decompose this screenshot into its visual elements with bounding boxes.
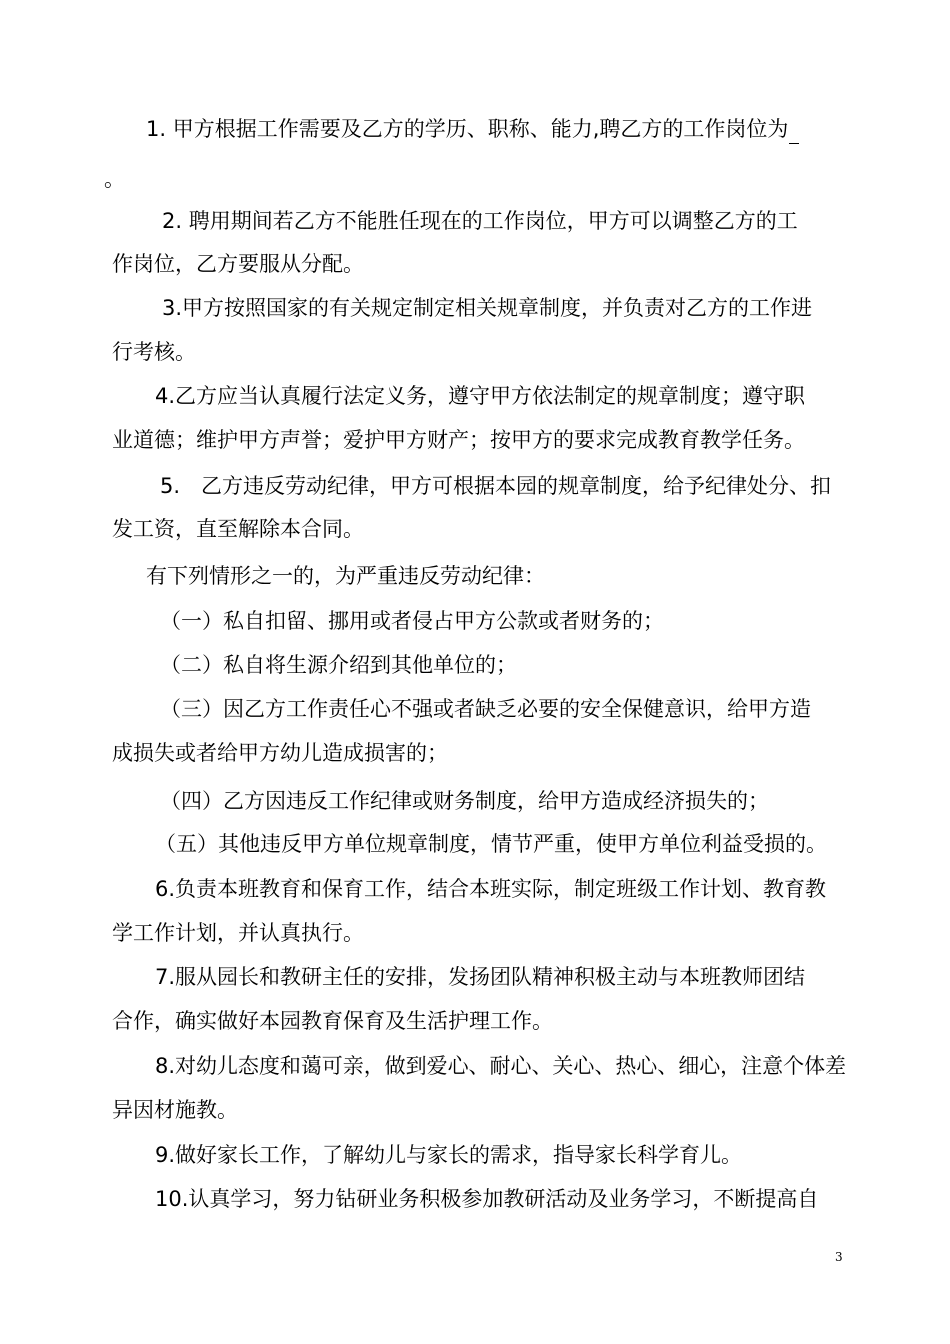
text-line: 10.认真学习，努力钻研业务积极参加教研活动及业务学习，不断提高自 (155, 1187, 819, 1211)
line-text: 1. 甲方根据工作需要及乙方的学历、职称、能力,聘乙方的工作岗位为 (146, 117, 789, 141)
text-line: 9.做好家长工作，了解幼儿与家长的需求，指导家长科学育儿。 (155, 1143, 743, 1167)
text-line: 作岗位，乙方要服从分配。 (112, 252, 364, 276)
text-line: 6.负责本班教育和保育工作，结合本班实际，制定班级工作计划、教育教 (155, 877, 827, 901)
text-line: （四）乙方因违反工作纪律或财务制度，给甲方造成经济损失的； (160, 789, 769, 813)
text-line: 学工作计划，并认真执行。 (112, 921, 364, 945)
text-line: 2. 聘用期间若乙方不能胜任现在的工作岗位，甲方可以调整乙方的工 (162, 209, 798, 233)
text-line: 业道德；维护甲方声誉；爱护甲方财产；按甲方的要求完成教育教学任务。 (112, 428, 805, 452)
text-line: （一）私自扣留、挪用或者侵占甲方公款或者财务的； (160, 609, 664, 633)
text-line: 发工资，直至解除本合同。 (112, 517, 364, 541)
text-line: 3.甲方按照国家的有关规定制定相关规章制度，并负责对乙方的工作进 (162, 296, 813, 320)
text-line: 异因材施教。 (112, 1098, 238, 1122)
text-line: 7.服从园长和教研主任的安排，发扬团队精神积极主动与本班教师团结 (155, 965, 806, 989)
page-number: 3 (835, 1250, 843, 1264)
text-line: 有下列情形之一的，为严重违反劳动纪律： (146, 564, 545, 588)
text-line: 合作，确实做好本园教育保育及生活护理工作。 (112, 1009, 553, 1033)
text-line: 8.对幼儿态度和蔼可亲，做到爱心、耐心、关心、热心、细心，注意个体差 (155, 1054, 847, 1078)
text-line: 。 (104, 167, 125, 191)
text-line: （二）私自将生源介绍到其他单位的； (160, 653, 517, 677)
text-line: 5. 乙方违反劳动纪律，甲方可根据本园的规章制度，给予纪律处分、扣 (160, 474, 832, 498)
text-line: （五）其他违反甲方单位规章制度，情节严重，使甲方单位利益受损的。 (155, 832, 827, 856)
text-line: 4.乙方应当认真履行法定义务，遵守甲方依法制定的规章制度；遵守职 (155, 384, 806, 408)
text-line: 成损失或者给甲方幼儿造成损害的； (112, 741, 448, 765)
fill-in-blank (789, 123, 799, 144)
text-line: （三）因乙方工作责任心不强或者缺乏必要的安全保健意识，给甲方造 (160, 697, 811, 721)
text-line: 行考核。 (112, 340, 196, 364)
text-line (146, 114, 799, 144)
